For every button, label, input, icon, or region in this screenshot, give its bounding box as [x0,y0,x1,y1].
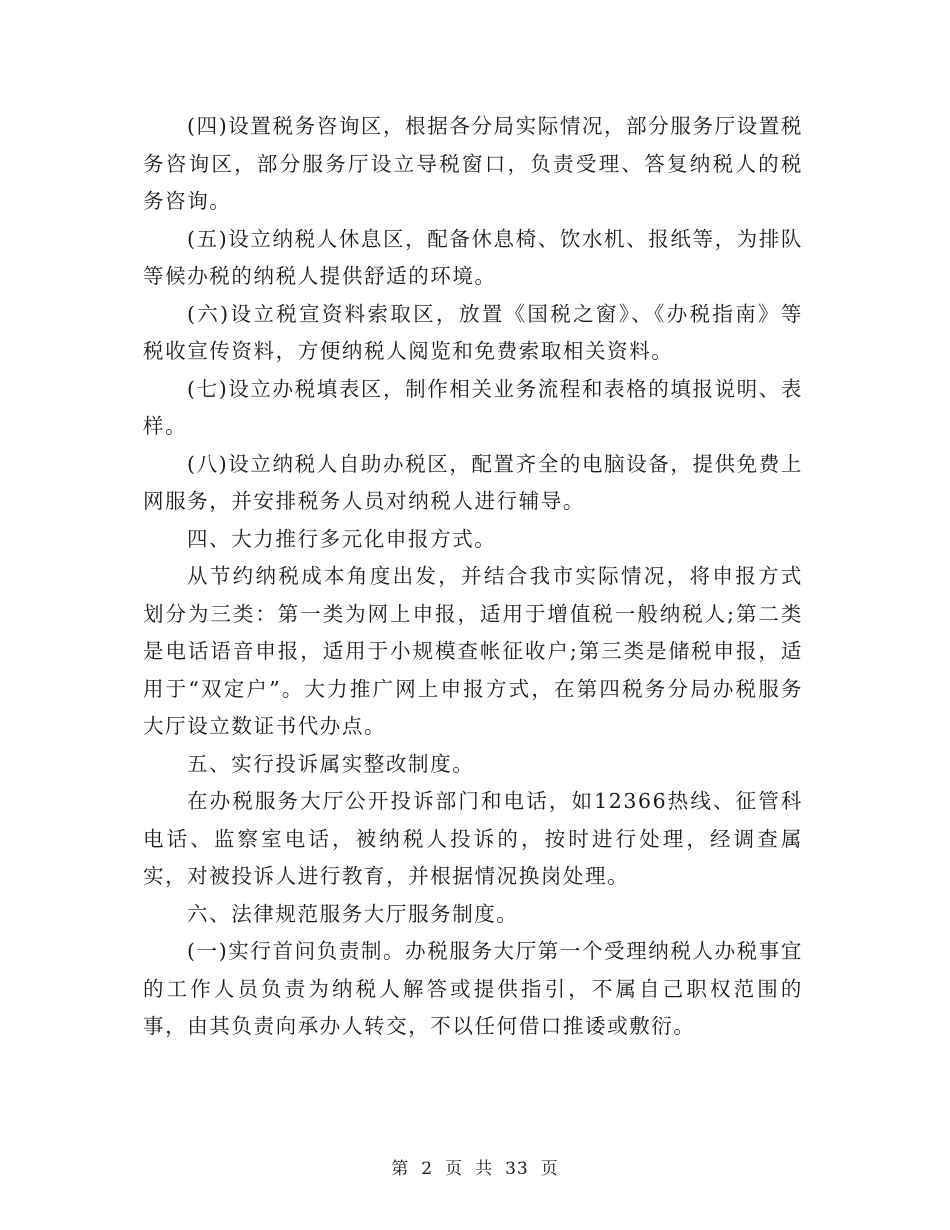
footer-suffix: 页 [540,1159,559,1179]
footer-total-word: 共 [475,1159,494,1179]
paragraph-consultation-area: (四)设置税务咨询区，根据各分局实际情况，部分服务厅设置税务咨询区，部分服务厅设立导税窗口，负责受理、答复纳税人的税务咨询。 [143,114,803,213]
footer-prefix: 第 [391,1159,410,1179]
paragraph-first-inquiry: (一)实行首问负责制。办税服务大厅第一个受理纳税人办税事宜的工作人员负责为纳税人解答或提供指引，不属自己职权范围的事，由其负责向承办人转交，不以任何借口推诿或敷衍。 [143,939,803,1038]
section-heading-five: 五、实行投诉属实整改制度。 [187,751,475,776]
section-heading-four: 四、大力推行多元化申报方式。 [187,526,497,551]
document-body [143,108,803,1046]
footer-current-page: 2 [421,1159,434,1179]
paragraph-rest-area: (五)设立纳税人休息区，配备休息椅、饮水机、报纸等，为排队等候办税的纳税人提供舒适的环境。 [143,226,803,288]
paragraph-complaints: 在办税服务大厅公开投诉部门和电话，如12366热线、征管科电话、监察室电话，被纳税人投诉的，按时进行处理，经调查属实，对被投诉人进行教育，并根据情况换岗处理。 [143,789,803,888]
page-footer [0,1154,950,1179]
paragraph-self-service-area: (八)设立纳税人自助办税区，配置齐全的电脑设备，提供免费上网服务，并安排税务人员对纳税人进行辅导。 [143,451,803,513]
footer-total-pages: 33 [505,1159,529,1179]
section-heading-six: 六、法律规范服务大厅服务制度。 [187,901,519,926]
paragraph-filing-methods: 从节约纳税成本角度出发，并结合我市实际情况，将申报方式划分为三类：第一类为网上申报，适用于增值税一般纳税人;第二类是电话语音申报，适用于小规模查帐征收户;第三类是储税申报，适用于“双定户”。大力推广网上申报方式，在第四税务分局办税服务大厅设立数证书代办点。 [143,564,803,738]
paragraph-materials-area: (六)设立税宣资料索取区，放置《国税之窗》、《办税指南》等税收宣传资料，方便纳税人阅览和免费索取相关资料。 [143,301,803,363]
footer-page-word: 页 [445,1159,464,1179]
paragraph-form-filling-area: (七)设立办税填表区，制作相关业务流程和表格的填报说明、表样。 [143,376,803,438]
